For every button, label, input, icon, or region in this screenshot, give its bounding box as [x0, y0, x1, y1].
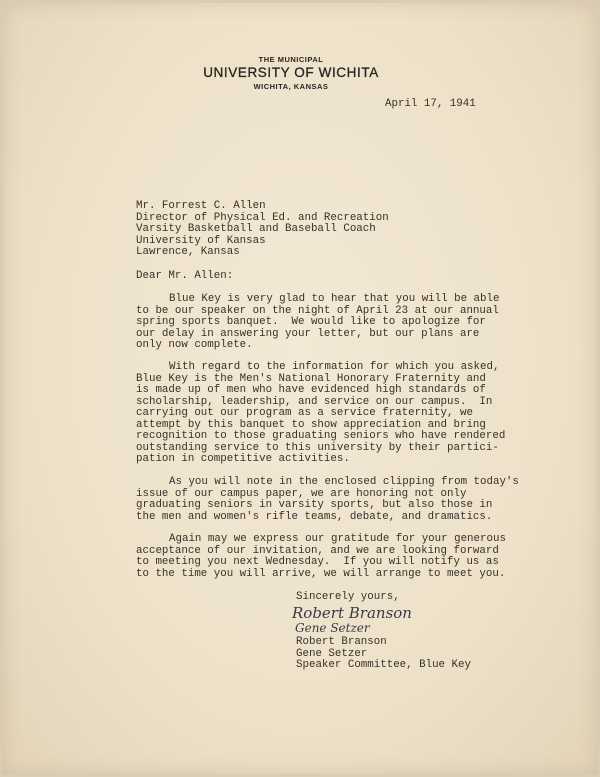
text-line: to be our speaker on the night of April 23 at our annual: [136, 304, 499, 317]
text-line: the men and women's rifle teams, debate, and dramatics.: [136, 510, 493, 523]
address-line: Director of Physical Ed. and Recreation: [136, 211, 389, 224]
text-line: With regard to the information for which you asked,: [169, 361, 500, 373]
address-line: University of Kansas: [136, 234, 266, 247]
letter-page: [3, 3, 597, 774]
signer-block: [296, 637, 471, 672]
letterhead-location: WICHITA, KANSAS: [253, 82, 329, 91]
text-line: scholarship, leadership, and service on our campus. In: [136, 395, 493, 408]
text-line: pation in competitive activities.: [136, 453, 350, 465]
signer-name: Gene Setzer: [296, 647, 368, 660]
text-line: graduating seniors in varsity sports, but also those in: [136, 499, 493, 511]
signature-robert-branson: Robert Branson: [292, 604, 412, 622]
text-line: our delay in answering your letter, but our plans are: [136, 327, 480, 340]
letterhead-the-municipal: THE MUNICIPAL: [258, 55, 324, 64]
paragraph-4: [136, 534, 506, 580]
closing: Sincerely yours,: [296, 591, 400, 603]
letter-date: April 17, 1941: [385, 98, 476, 110]
paragraph-2: [136, 362, 505, 466]
text-line: Again may we express our gratitude for your generous: [169, 533, 506, 545]
text-line: spring sports banquet. We would like to apologize for: [136, 316, 486, 328]
text-line: only now complete.: [136, 339, 253, 351]
text-line: As you will note in the enclosed clipping from today's: [169, 476, 519, 488]
signer-title: Speaker Committee, Blue Key: [296, 659, 471, 671]
text-line: recognition to those graduating seniors who have rendered: [136, 430, 506, 442]
paragraph-1: [136, 294, 499, 352]
recipient-address: [136, 201, 389, 259]
text-line: outstanding service to this university by their partici-: [136, 441, 499, 454]
text-line: Blue Key is very glad to hear that you will be able: [169, 293, 500, 305]
signature-gene-setzer: Gene Setzer: [295, 621, 370, 635]
salutation: Dear Mr. Allen:: [136, 270, 234, 282]
text-line: acceptance of our invitation, and we are looking forward: [136, 544, 499, 557]
letterhead-university-name: UNIVERSITY OF WICHITA: [203, 65, 379, 80]
address-line: Lawrence, Kansas: [136, 246, 240, 258]
text-line: is made up of men who have evidenced high standards of: [136, 384, 486, 396]
address-line: Varsity Basketball and Baseball Coach: [136, 223, 376, 235]
text-line: to meeting you next Wednesday. If you will notify us as: [136, 556, 499, 568]
text-line: carrying out our program as a service fraternity, we: [136, 407, 473, 419]
paragraph-3: [136, 477, 519, 523]
signer-name: Robert Branson: [296, 636, 387, 648]
text-line: issue of our campus paper, we are honoring not only: [136, 487, 467, 500]
text-line: Blue Key is the Men's National Honorary Fraternity and: [136, 372, 486, 385]
address-line: Mr. Forrest C. Allen: [136, 200, 266, 212]
text-line: to the time you will arrive, we will arrange to meet you.: [136, 567, 506, 580]
text-line: attempt by this banquet to show appreciation and bring: [136, 418, 486, 431]
